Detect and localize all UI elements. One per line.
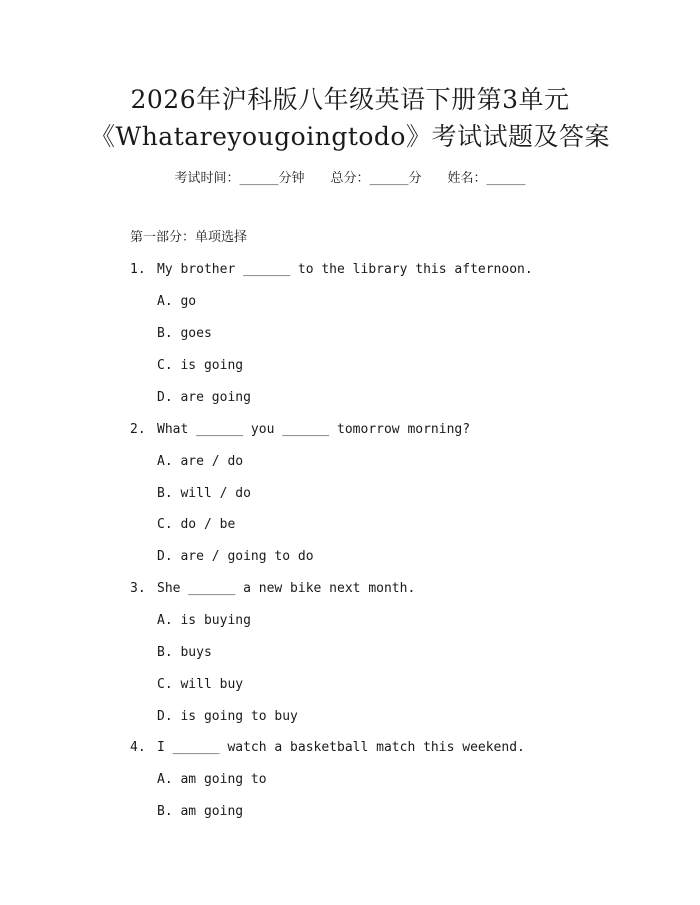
question-number: 1. [130, 262, 146, 277]
page-title-line-2: 《Whatareyougoingtodo》考试试题及答案 [90, 122, 610, 151]
answer-option: D. are / going to do [157, 549, 314, 564]
answer-option: B. will / do [157, 486, 251, 501]
answer-option: A. is buying [157, 613, 251, 628]
section-heading: 第一部分：单项选择 [130, 230, 248, 245]
answer-option: A. am going to [157, 772, 267, 787]
question-number: 4. [130, 740, 146, 755]
answer-option: C. do / be [157, 517, 236, 532]
total-score-field: 总分：______分 [330, 171, 422, 186]
exam-meta [0, 170, 700, 188]
answer-option: A. are / do [157, 454, 244, 469]
answer-option: C. will buy [157, 677, 244, 692]
question-number: 2. [130, 422, 146, 437]
answer-option: C. is going [157, 358, 244, 373]
answer-option: B. goes [157, 326, 212, 341]
question-text: My brother ______ to the library this afternoon. [157, 262, 533, 277]
page-title-line-1: 2026年沪科版八年级英语下册第3单元 [130, 85, 570, 114]
answer-option: B. buys [157, 645, 212, 660]
question-number: 3. [130, 581, 146, 596]
answer-option: B. am going [157, 804, 244, 819]
answer-option: D. is going to buy [157, 709, 298, 724]
question-text: What ______ you ______ tomorrow morning? [157, 422, 471, 437]
answer-option: D. are going [157, 390, 251, 405]
student-name-field: 姓名：______ [447, 171, 526, 186]
question-text: I ______ watch a basketball match this weekend. [157, 740, 525, 755]
answer-option: A. go [157, 294, 197, 309]
question-text: She ______ a new bike next month. [157, 581, 416, 596]
exam-time-field: 考试时间：______分钟 [174, 171, 305, 186]
